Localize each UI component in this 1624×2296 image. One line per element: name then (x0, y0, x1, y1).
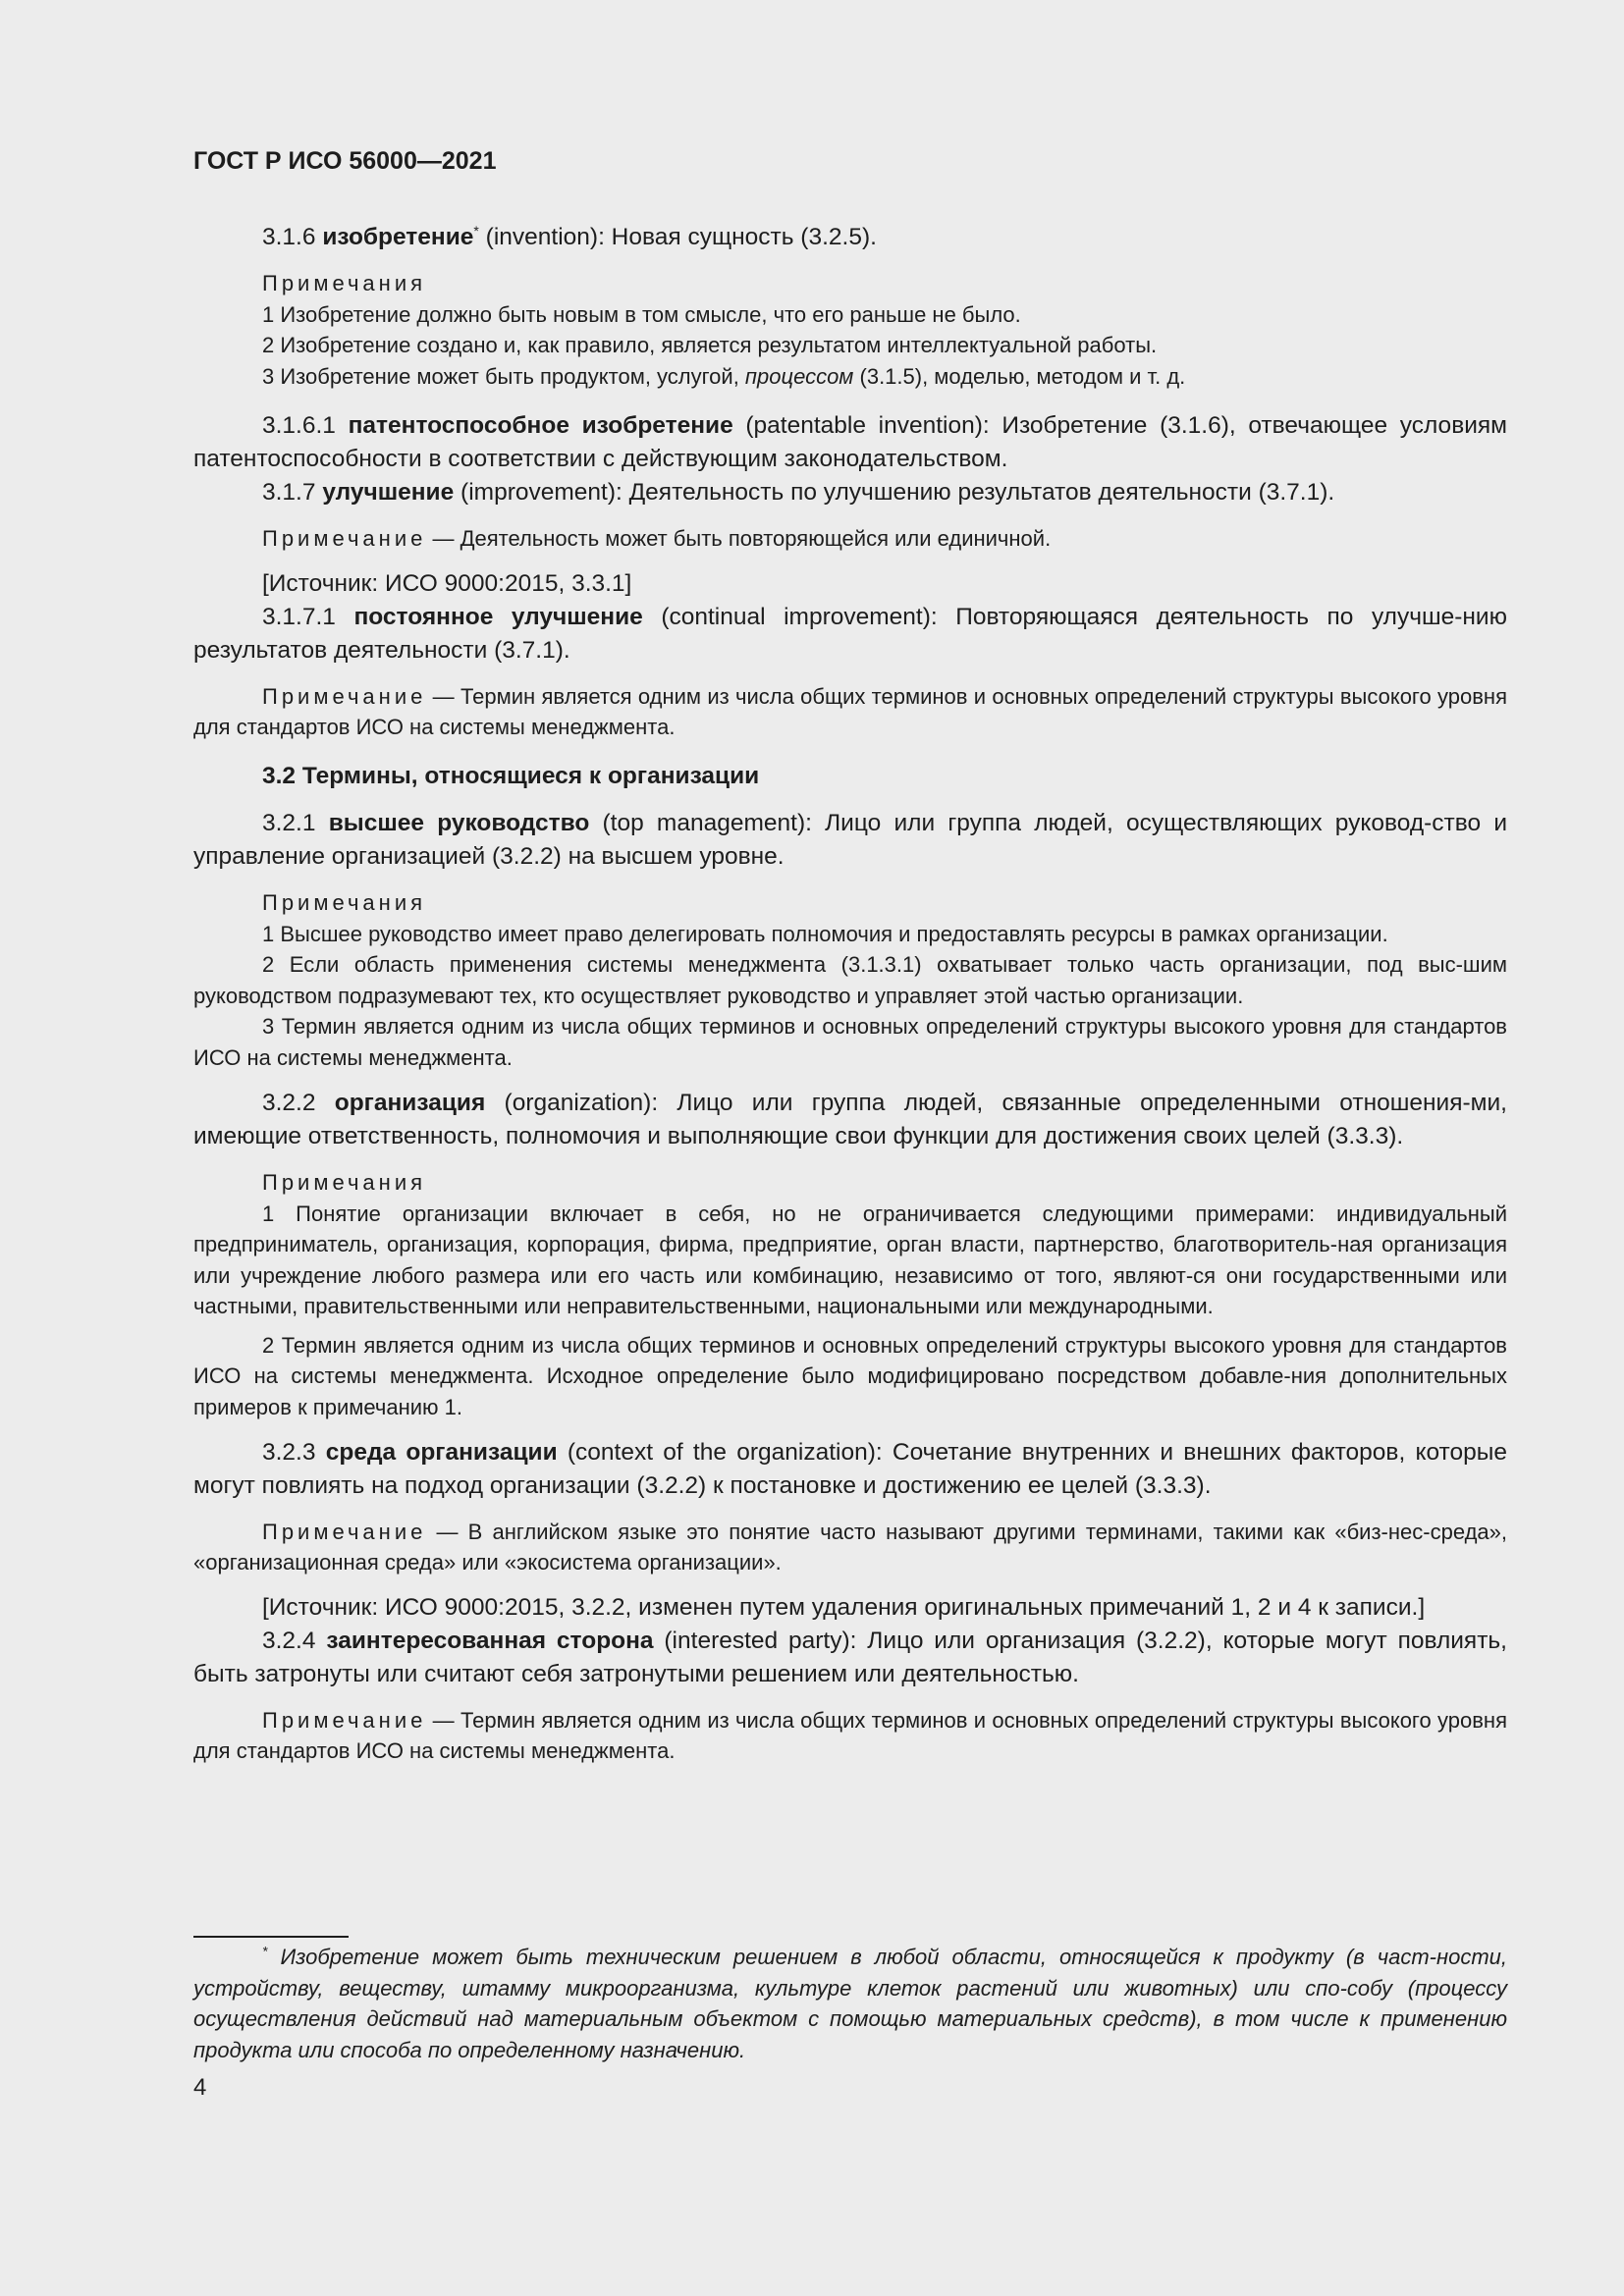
term-entry-3-2-3 (193, 1436, 1507, 1503)
term-entry-3-1-6 (193, 221, 1507, 254)
term-name: высшее руководство (328, 810, 590, 836)
page-header-title: ГОСТ Р ИСО 56000—2021 (193, 147, 497, 175)
term-definition: (continual improvement): Повторяющаяся деятельность по улучше-нию результатов деятельности (3.7.1). (193, 604, 1507, 664)
term-definition: (interested party): Лицо или организация (3.2.2), которые могут повлиять, быть затронуты или считают себя затронутыми решением или деятельностью. (193, 1628, 1507, 1687)
document-body (193, 221, 1507, 1766)
notes-3-1-6 (193, 268, 1507, 392)
footnote (193, 1942, 1507, 2065)
term-entry-3-2-1 (193, 807, 1507, 874)
term-number: 3.2.2 (262, 1090, 335, 1116)
note-item: 1 Понятие организации включает в себя, но не ограничивается следующими примерами: индивидуальный предприниматель, организация, корпорация, фирма, предприятие, орган власти, партнерство, благотворитель-ная организация или учреждение любого размера или его часть или комбинацию, независимо от того, являют-ся они государственными или частными, правительственными или неправительственными, национальными или международными. (193, 1201, 1507, 1318)
note-3-1-7-1 (193, 681, 1507, 742)
term-entry-3-2-4 (193, 1625, 1507, 1691)
note-text: — В английском языке это понятие часто называют другими терминами, такими как «биз-нес-среда», «организационная среда» или «экосистема организации». (193, 1520, 1507, 1575)
note-text: 3 Изобретение может быть продуктом, услугой, (262, 363, 745, 389)
notes-3-2-2 (193, 1167, 1507, 1422)
term-number: 3.1.7.1 (262, 604, 354, 630)
term-name: патентоспособное изобретение (348, 412, 733, 439)
note-text: — Термин является одним из числа общих терминов и основных определений структуры высокого уровня для стандартов ИСО на системы менеджмента. (193, 684, 1507, 739)
footnote-text: Изобретение может быть техническим решением в любой области, относящейся к продукту (в част-ности, устройству, веществу, штамму микроорганизма, культуре клеток растений или животных) или спо-собу (процессу осуществления действий над материальным объектом с помощью материальных средств), в том числе к применению продукта или способа по определенному назначению. (193, 1945, 1507, 2062)
note-item: 3 Термин является одним из числа общих терминов и основных определений структуры высокого уровня для стандартов ИСО на системы менеджмента. (193, 1014, 1507, 1070)
section-heading: 3.2 Термины, относящиеся к организации (262, 763, 760, 789)
term-definition: (invention): Новая сущность (3.2.5). (478, 224, 877, 250)
note-item: 1 Высшее руководство имеет право делегировать полномочия и предоставлять ресурсы в рамках организации. (262, 921, 1388, 946)
term-definition: (top management): Лицо или группа людей, осуществляющих руковод-ство и управление организацией (3.2.2) на высшем уровне. (193, 810, 1507, 870)
term-entry-3-1-6-1 (193, 409, 1507, 476)
source-reference: [Источник: ИСО 9000:2015, 3.2.2, изменен путем удаления оригинальных примечаний 1, 2 и 4 к записи.] (262, 1594, 1426, 1621)
notes-label: Примечания (262, 1170, 427, 1195)
footnote-divider (193, 1936, 349, 1938)
term-definition: (patentable invention): Изобретение (3.1.6), отвечающее условиям патентоспособности в соответствии с действующим законодательством. (193, 412, 1507, 472)
term-number: 3.1.7 (262, 479, 323, 506)
term-definition: (improvement): Деятельность по улучшению результатов деятельности (3.7.1). (454, 479, 1335, 506)
note-label: Примечание (262, 1708, 427, 1733)
note-item: 2 Изобретение создано и, как правило, является результатом интеллектуальной работы. (262, 333, 1158, 357)
term-name: заинтересованная сторона (326, 1628, 654, 1654)
notes-3-2-1 (193, 887, 1507, 1073)
term-number: 3.1.6 (262, 224, 323, 250)
note-text: — Деятельность может быть повторяющейся или единичной. (426, 526, 1052, 551)
term-name: среда организации (325, 1439, 558, 1466)
term-entry-3-1-7-1 (193, 601, 1507, 667)
notes-label: Примечания (262, 890, 427, 915)
note-item: 2 Если область применения системы менеджмента (3.1.3.1) охватывает только часть организации, под выс-шим руководством подразумевают тех, кто осуществляет руководство и управляет этой частью организации. (193, 952, 1507, 1008)
note-item (193, 361, 1507, 393)
note-text: — Термин является одним из числа общих терминов и основных определений структуры высокого уровня для стандартов ИСО на системы менеджмента. (193, 1708, 1507, 1763)
term-number: 3.1.6.1 (262, 412, 349, 439)
term-entry-3-2-2 (193, 1087, 1507, 1153)
notes-label: Примечания (262, 271, 427, 295)
note-item: 1 Изобретение должно быть новым в том смысле, что его раньше не было. (262, 301, 1021, 327)
term-entry-3-1-7 (193, 476, 1507, 509)
term-definition: (organization): Лицо или группа людей, связанные определенными отношения-ми, имеющие ответственность, полномочия и выполняющие свои функции для достижения своих целей (3.3.3). (193, 1090, 1507, 1149)
note-3-2-3 (193, 1517, 1507, 1577)
note-3-1-7 (193, 523, 1507, 554)
term-number: 3.2.4 (262, 1628, 327, 1654)
note-emphasis: процессом (744, 363, 854, 389)
note-label: Примечание (262, 526, 427, 551)
term-number: 3.2.1 (262, 810, 329, 836)
term-name: улучшение (322, 479, 455, 506)
footnote-mark: * (473, 222, 479, 239)
note-3-2-4 (193, 1705, 1507, 1766)
source-reference: [Источник: ИСО 9000:2015, 3.3.1] (262, 570, 632, 597)
note-label: Примечание (262, 1520, 427, 1544)
term-definition: (context of the organization): Сочетание внутренних и внешних факторов, которые могут повлиять на подход организации (3.2.2) к постановке и достижению ее целей (3.3.3). (193, 1439, 1507, 1499)
term-number: 3.2.3 (262, 1439, 326, 1466)
note-label: Примечание (262, 684, 427, 709)
page-number: 4 (193, 2074, 207, 2101)
term-name: изобретение (322, 224, 474, 250)
term-name: постоянное улучшение (353, 604, 643, 630)
term-name: организация (334, 1090, 486, 1116)
footnote-mark: * (262, 1943, 268, 1959)
note-text: (3.1.5), моделью, методом и т. д. (853, 363, 1186, 389)
note-item: 2 Термин является одним из числа общих терминов и основных определений структуры высокого уровня для стандартов ИСО на системы менеджмента. Исходное определение было модифицировано посредством добавле-ния дополнительных примеров к примечанию 1. (193, 1332, 1507, 1419)
